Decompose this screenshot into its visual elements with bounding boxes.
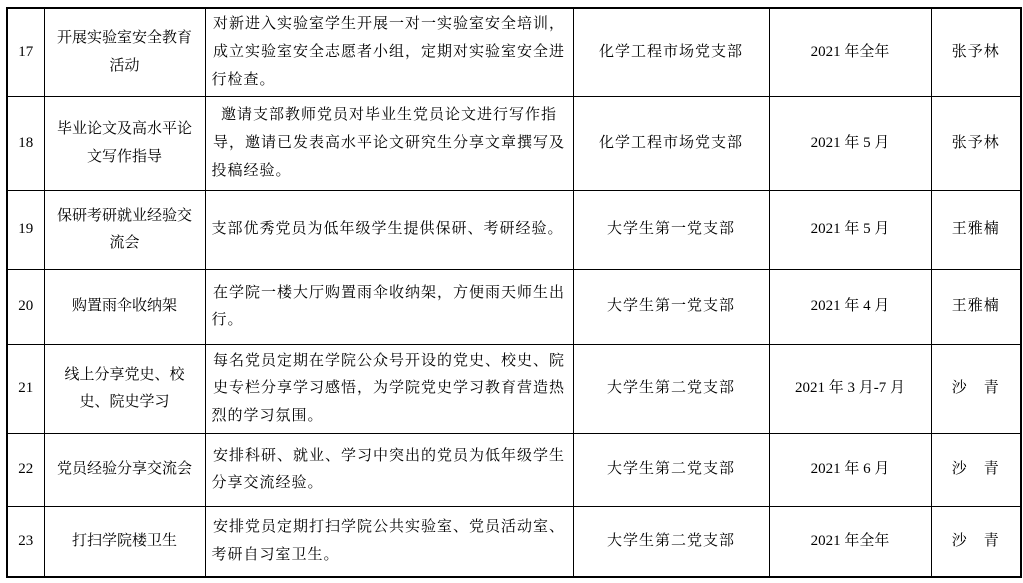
time-period: 2021 年 3 月-7 月 <box>769 345 931 434</box>
activity-name: 党员经验分享交流会 <box>44 434 205 507</box>
person-name: 沙 青 <box>931 507 1021 577</box>
time-period: 2021 年全年 <box>769 507 931 577</box>
activity-plan-table <box>6 7 1022 578</box>
activity-name: 打扫学院楼卫生 <box>44 507 205 577</box>
table-row <box>7 191 1021 270</box>
row-index: 18 <box>7 97 44 191</box>
table-row <box>7 270 1021 345</box>
time-period: 2021 年全年 <box>769 8 931 97</box>
activity-description: 安排党员定期打扫学院公共实验室、党员活动室、考研自习室卫生。 <box>205 507 573 577</box>
table-row <box>7 434 1021 507</box>
row-index: 17 <box>7 8 44 97</box>
person-name: 沙 青 <box>931 434 1021 507</box>
activity-description: 在学院一楼大厅购置雨伞收纳架，方便雨天师生出行。 <box>205 270 573 345</box>
row-index: 22 <box>7 434 44 507</box>
row-index: 19 <box>7 191 44 270</box>
branch-name: 化学工程市场党支部 <box>573 8 769 97</box>
activity-description: 支部优秀党员为低年级学生提供保研、考研经验。 <box>205 191 573 270</box>
person-name: 张予林 <box>931 8 1021 97</box>
branch-name: 大学生第一党支部 <box>573 270 769 345</box>
branch-name: 大学生第二党支部 <box>573 345 769 434</box>
table-row <box>7 507 1021 577</box>
activity-name: 毕业论文及高水平论文写作指导 <box>44 97 205 191</box>
time-period: 2021 年 5 月 <box>769 191 931 270</box>
time-period: 2021 年 6 月 <box>769 434 931 507</box>
table-row <box>7 97 1021 191</box>
activity-description: 对新进入实验室学生开展一对一实验室安全培训，成立实验室安全志愿者小组，定期对实验室安全进行检查。 <box>205 8 573 97</box>
row-index: 21 <box>7 345 44 434</box>
time-period: 2021 年 5 月 <box>769 97 931 191</box>
branch-name: 大学生第一党支部 <box>573 191 769 270</box>
activity-description: 邀请支部教师党员对毕业生党员论文进行写作指导，邀请已发表高水平论文研究生分享文章撰写及投稿经验。 <box>205 97 573 191</box>
time-period: 2021 年 4 月 <box>769 270 931 345</box>
branch-name: 化学工程市场党支部 <box>573 97 769 191</box>
table-row <box>7 345 1021 434</box>
person-name: 沙 青 <box>931 345 1021 434</box>
branch-name: 大学生第二党支部 <box>573 507 769 577</box>
row-index: 23 <box>7 507 44 577</box>
person-name: 张予林 <box>931 97 1021 191</box>
activity-name: 购置雨伞收纳架 <box>44 270 205 345</box>
person-name: 王雅楠 <box>931 270 1021 345</box>
activity-name: 线上分享党史、校史、院史学习 <box>44 345 205 434</box>
activity-description: 每名党员定期在学院公众号开设的党史、校史、院史专栏分享学习感悟，为学院党史学习教育营造热烈的学习氛围。 <box>205 345 573 434</box>
person-name: 王雅楠 <box>931 191 1021 270</box>
table-row <box>7 8 1021 97</box>
branch-name: 大学生第二党支部 <box>573 434 769 507</box>
row-index: 20 <box>7 270 44 345</box>
activity-description: 安排科研、就业、学习中突出的党员为低年级学生分享交流经验。 <box>205 434 573 507</box>
activity-name: 保研考研就业经验交流会 <box>44 191 205 270</box>
activity-name: 开展实验室安全教育活动 <box>44 8 205 97</box>
